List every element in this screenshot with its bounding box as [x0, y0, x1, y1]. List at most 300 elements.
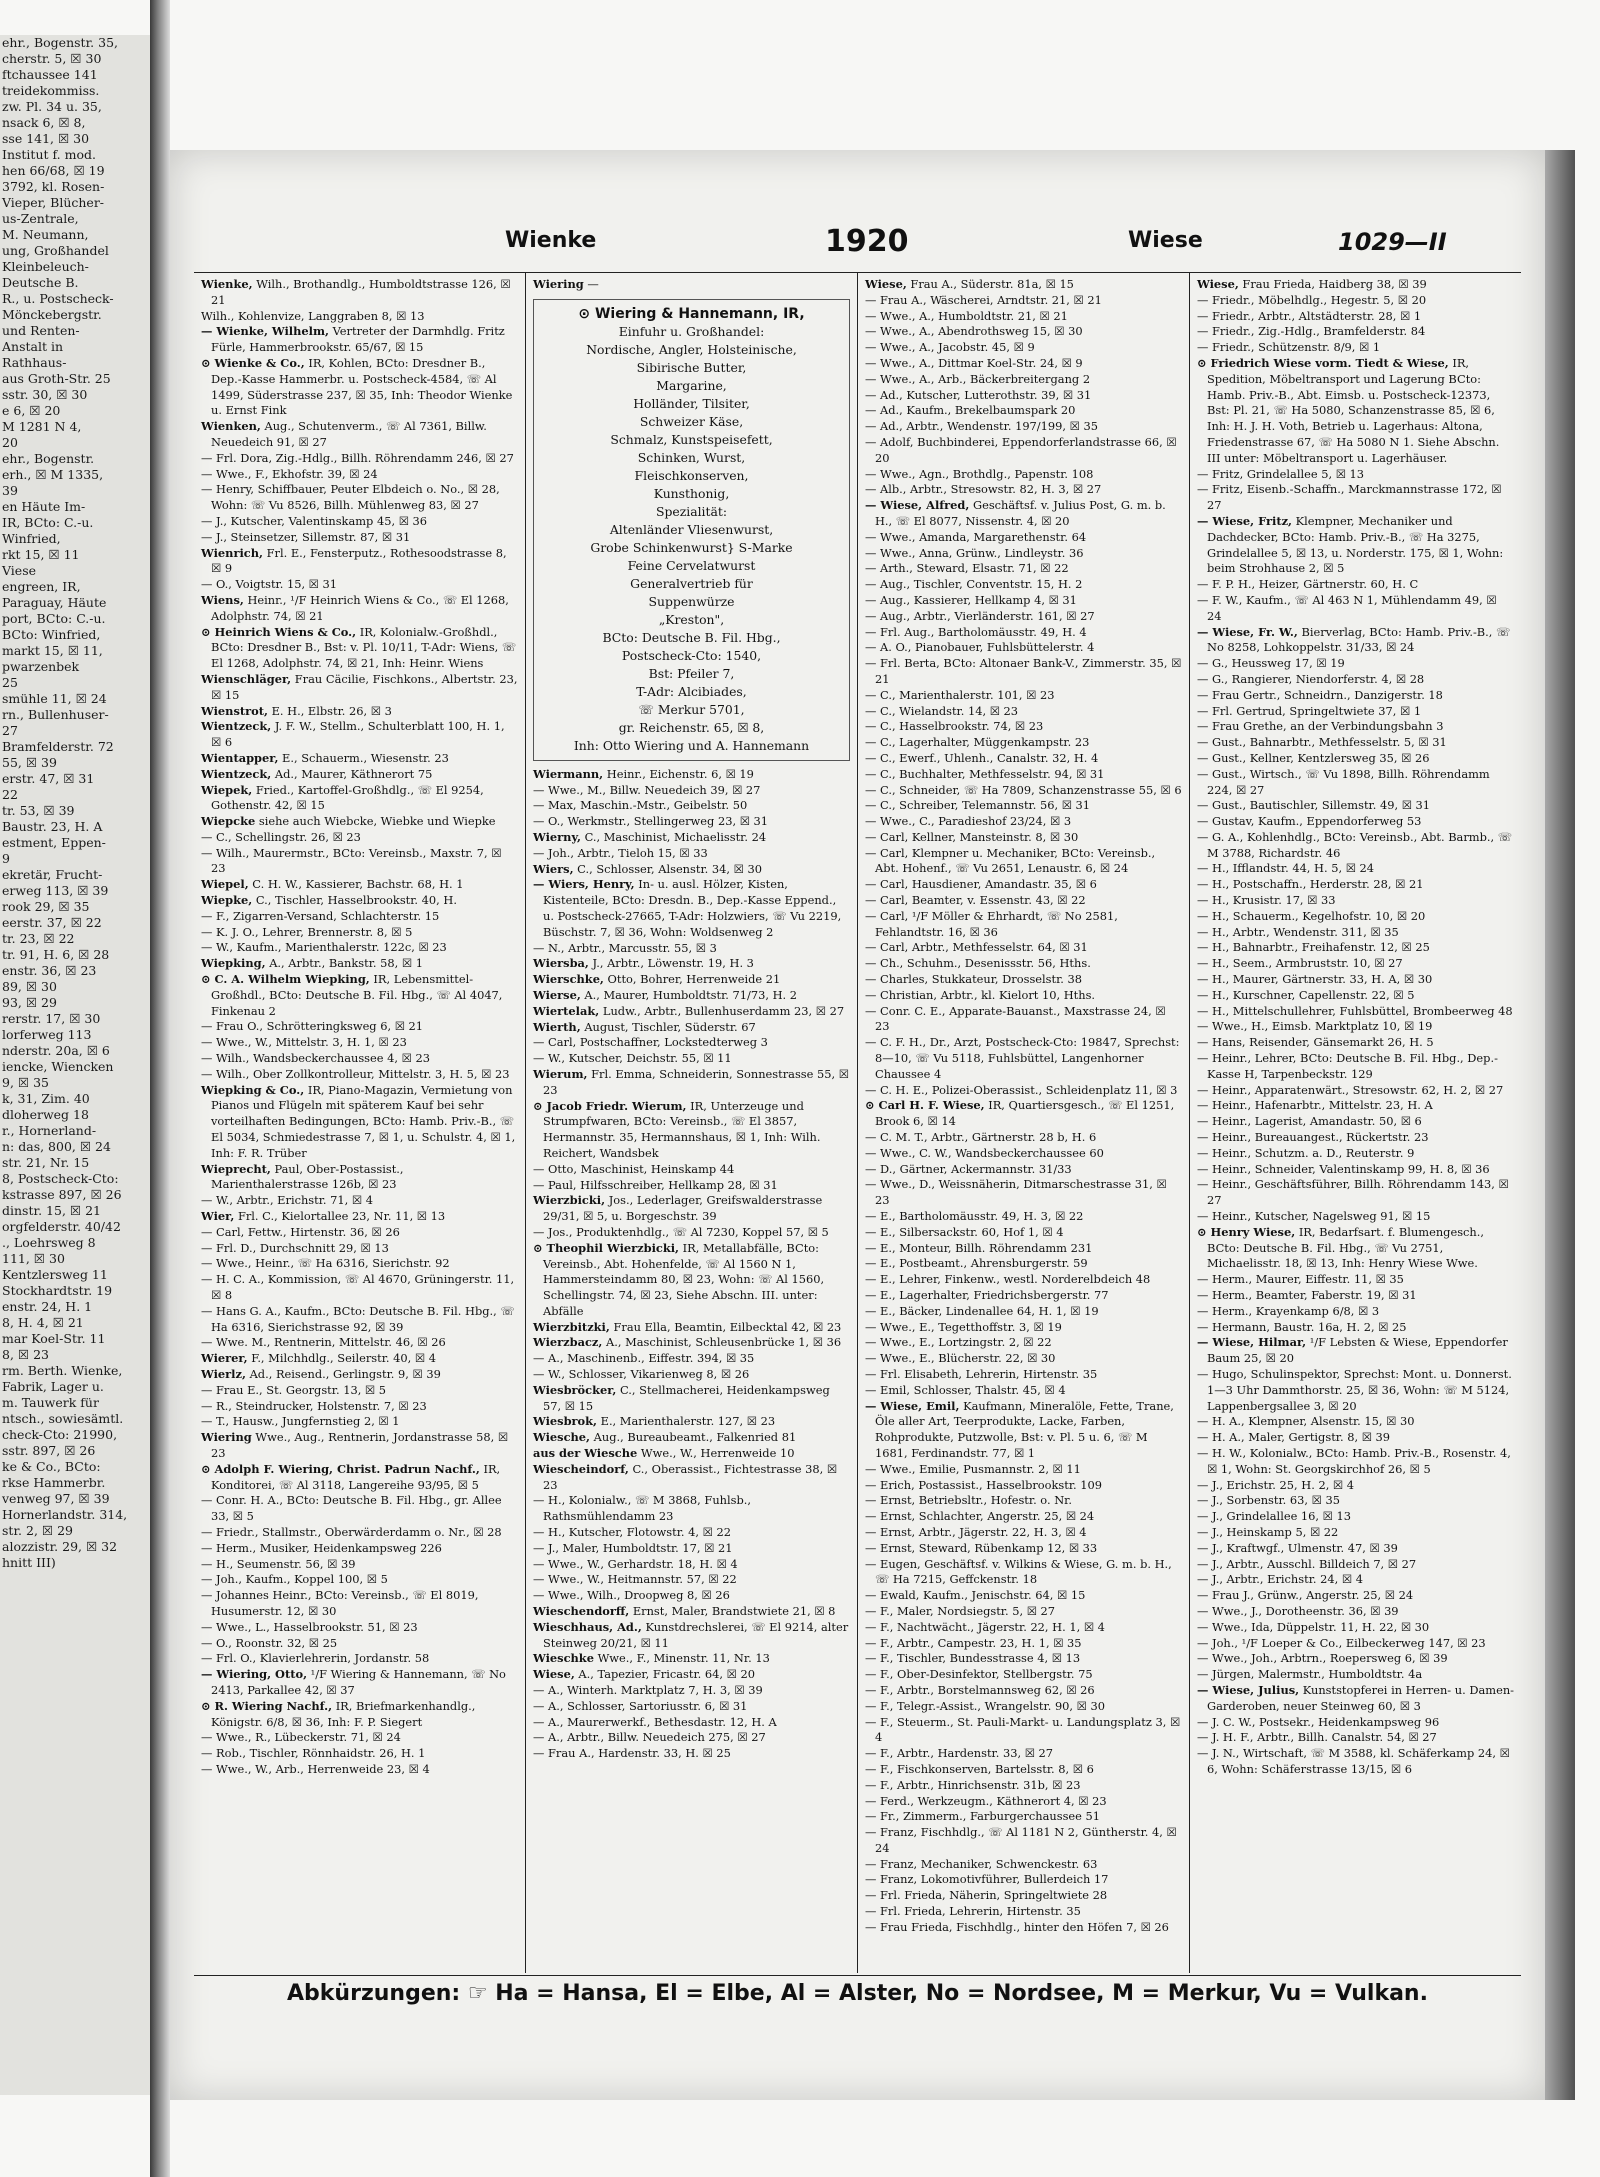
directory-entry — [1197, 482, 1514, 514]
directory-entry — [1197, 1272, 1514, 1288]
directory-entry — [865, 1825, 1182, 1857]
header-left-headword: Wienke — [505, 228, 597, 253]
entry-details: IR, Quartiersgesch., ☏ El 1251, Brook 6, ☒ 14 — [875, 1098, 1175, 1129]
directory-entry — [201, 877, 518, 893]
directory-entry — [201, 1746, 518, 1762]
entry-details: — Carl, Kellner, Mansteinstr. 8, ☒ 30 — [865, 829, 1079, 844]
directory-entry — [201, 1272, 518, 1304]
directory-entry — [201, 1557, 518, 1573]
entry-details: IR, Kolonialw.-Großhdl., BCto: Dresdner B., Bst: v. Pl. 10/11, T-Adr: Wiens, ☏ El 1268, Adolphstr. 74, ☒ 21, Inh: Heinr. Wiens — [211, 624, 517, 671]
entry-details: — Heinr., Lehrer, BCto: Deutsche B. Fil. Hbg., Dep.-Kasse H, Tarpenbeckstr. 129 — [1197, 1051, 1498, 1081]
directory-entry — [533, 1320, 850, 1336]
entry-name: Wierschke, — [533, 972, 604, 987]
directory-entry — [533, 1746, 850, 1762]
directory-entry — [533, 814, 850, 830]
page-edge-shadow — [1545, 150, 1575, 2100]
entry-details: — F., Arbtr., Borstelmannsweg 62, ☒ 26 — [865, 1682, 1095, 1697]
entry-name: Wiers, — [533, 861, 574, 876]
entry-name: Wierlz, — [201, 1366, 246, 1381]
directory-entry — [201, 1493, 518, 1525]
entry-details: Kunstdrechslerei, ☏ El 9214, alter Steinweg 20/21, ☒ 11 — [543, 1619, 849, 1650]
directory-entry — [865, 1809, 1182, 1825]
directory-entry — [865, 767, 1182, 783]
entry-name: Wiepking & Co., — [201, 1082, 305, 1097]
entry-details: — W., Kutscher, Deichstr. 55, ☒ 11 — [533, 1051, 732, 1066]
entry-details: — Ernst, Schlachter, Angerstr. 25, ☒ 24 — [865, 1509, 1095, 1524]
entry-details: E., Marienthalerstr. 127, ☒ 23 — [600, 1414, 776, 1429]
entry-name: Wiese, — [865, 277, 907, 291]
left-page-line: lorferweg 113 — [2, 1027, 92, 1042]
entry-details: — E., Bartholomäusstr. 49, H. 3, ☒ 22 — [865, 1209, 1084, 1224]
entry-details: — H. A., Maler, Gertigstr. 8, ☒ 39 — [1197, 1430, 1391, 1445]
directory-entry — [1197, 1177, 1514, 1209]
advertisement-line: Grobe Schinkenwurst} S-Marke — [590, 539, 793, 555]
directory-entry — [533, 1493, 850, 1525]
entry-details: — H., Seem., Armbruststr. 10, ☒ 27 — [1197, 956, 1403, 971]
entry-details: C., Maschinist, Michaelisstr. 24 — [584, 829, 767, 844]
entry-name: Wiering — [533, 277, 584, 291]
entry-details: — Wwe., H., Eimsb. Marktplatz 10, ☒ 19 — [1197, 1019, 1433, 1034]
directory-entry — [533, 1067, 850, 1099]
directory-entry — [201, 419, 518, 451]
directory-entry — [1197, 1604, 1514, 1620]
entry-details: — Wwe., R., Lübeckerstr. 71, ☒ 24 — [201, 1730, 401, 1745]
directory-entry — [533, 1525, 850, 1541]
entry-details: — H., Krusistr. 17, ☒ 33 — [1197, 893, 1336, 908]
left-page-line: engreen, IR, — [2, 579, 81, 594]
entry-name: Wierzbacz, — [533, 1335, 603, 1350]
entry-details: — H., Seumenstr. 56, ☒ 39 — [201, 1556, 356, 1571]
left-page-line: rkse Hammerbr. — [2, 1475, 106, 1490]
column-4 — [1190, 273, 1521, 1973]
directory-entry — [1197, 324, 1514, 340]
left-page-line: 25 — [2, 675, 18, 690]
directory-entry — [201, 1351, 518, 1367]
directory-entry — [201, 1414, 518, 1430]
advertisement-line: Altenländer Vliesenwurst, — [609, 521, 774, 537]
left-page-line: Deutsche B. — [2, 275, 79, 290]
directory-entry — [201, 830, 518, 846]
directory-entry — [865, 1651, 1182, 1667]
entry-details: — Carl, Klempner u. Mechaniker, BCto: Vereinsb., Abt. Hohenf., ☏ Vu 2651, Lenaustr. 6, ☒ 24 — [865, 845, 1156, 876]
directory-entry — [865, 1857, 1182, 1873]
directory-page — [170, 150, 1545, 2100]
left-page-line: 8, ☒ 23 — [2, 1347, 49, 1362]
left-page-line: ung, Großhandel — [2, 243, 109, 258]
directory-entry — [201, 672, 518, 704]
directory-entry — [865, 1920, 1182, 1936]
entry-details: — R., Steindrucker, Holstenstr. 7, ☒ 23 — [201, 1398, 427, 1413]
entry-name: — Wiers, Henry, — [533, 877, 635, 892]
directory-entry — [533, 1383, 850, 1415]
entry-details: — H., Postschaffn., Herderstr. 28, ☒ 21 — [1197, 877, 1424, 892]
directory-entry — [865, 530, 1182, 546]
left-page-line: sse 141, ☒ 30 — [2, 131, 90, 146]
directory-entry — [1197, 1509, 1514, 1525]
directory-entry — [201, 277, 518, 309]
entry-details: — Wwe., A., Dittmar Koel-Str. 24, ☒ 9 — [865, 355, 1083, 370]
advertisement-line: Einfuhr u. Großhandel: — [618, 323, 765, 339]
directory-entry — [533, 1683, 850, 1699]
directory-entry — [865, 1288, 1182, 1304]
entry-details: — H., Kurschner, Capellenstr. 22, ☒ 5 — [1197, 987, 1415, 1002]
entry-details: — Ernst, Arbtr., Jägerstr. 22, H. 3, ☒ 4 — [865, 1524, 1087, 1539]
left-page-line: Hornerlandstr. 314, — [2, 1507, 128, 1522]
entry-details: — Frau Gertr., Schneidrn., Danzigerstr. 18 — [1197, 687, 1443, 702]
directory-entry — [865, 356, 1182, 372]
entry-name: Wienke, — [201, 277, 253, 291]
entry-details: — H. C. A., Kommission, ☏ Al 4670, Grüningerstr. 11, ☒ 8 — [201, 1272, 515, 1302]
entry-details: — E., Monteur, Billh. Röhrendamm 231 — [865, 1240, 1093, 1255]
entry-details: Frau Ella, Beamtin, Eilbecktal 42, ☒ 23 — [613, 1319, 842, 1334]
entry-details: A., Maurer, Humboldtstr. 71/73, H. 2 — [584, 987, 797, 1002]
entry-name: ⊙ Wienke & Co., — [201, 355, 305, 370]
entry-details: — C. F. H., Dr., Arzt, Postscheck-Cto: 19847, Sprechst: 8—10, ☏ Vu 5118, Fuhlsbüttel, Langenhorner Chaussee 4 — [865, 1035, 1180, 1081]
directory-entry — [865, 1399, 1182, 1462]
left-page-line: zw. Pl. 34 u. 35, — [2, 99, 102, 114]
entry-name: ⊙ Theophil Wierzbicki, — [533, 1240, 680, 1255]
directory-entry — [1197, 909, 1514, 925]
directory-entry — [201, 846, 518, 878]
entry-details: — Alb., Arbtr., Stresowstr. 82, H. 3, ☒ 27 — [865, 482, 1102, 497]
left-page-line: 3792, kl. Rosen- — [2, 179, 105, 194]
entry-details: — Wwe., A., Abendrothsweg 15, ☒ 30 — [865, 324, 1083, 339]
entry-details: — E., Postbeamt., Ahrensburgerstr. 59 — [865, 1256, 1088, 1271]
entry-details: — Friedr., Zig.-Hdlg., Bramfelderstr. 84 — [1197, 324, 1426, 339]
entry-details: — H., Kolonialw., ☏ M 3868, Fuhlsb., Rathsmühlendamm 23 — [533, 1493, 752, 1524]
directory-entry — [865, 388, 1182, 404]
left-page-line: orgfelderstr. 40/42 — [2, 1219, 121, 1234]
entry-details: — Ferd., Werkzeugm., Käthnerort 4, ☒ 23 — [865, 1793, 1107, 1808]
directory-entry — [1197, 704, 1514, 720]
directory-entry — [533, 1651, 850, 1667]
directory-entry — [533, 1241, 850, 1320]
entry-name: Wiese, — [1197, 277, 1239, 291]
entry-details: — F., Arbtr., Hardenstr. 33, ☒ 27 — [865, 1746, 1054, 1761]
left-page-line: 9, ☒ 35 — [2, 1075, 49, 1090]
entry-details: IR, Metallabfälle, BCto: Vereinsb., Abt. Hohenfelde, ☏ Al 1560 N 1, Hammersteindamm 80, ☒ 23, Wohn: ☏ Al 1560, Schellingstr. 74, ☒ 23, Siehe Abschn. III. unter: Abfälle — [543, 1240, 825, 1318]
entry-details: Ludw., Arbtr., Bullenhuserdamm 23, ☒ 27 — [602, 1003, 845, 1018]
directory-entry — [865, 1620, 1182, 1636]
entry-details: — D., Gärtner, Ackermannstr. 31/33 — [865, 1161, 1072, 1176]
directory-entry — [1197, 293, 1514, 309]
left-page-line: mar Koel-Str. 11 — [2, 1331, 106, 1346]
entry-details: C. H. W., Kassierer, Bachstr. 68, H. 1 — [252, 877, 464, 892]
left-page-line: 20 — [2, 435, 18, 450]
entry-details: IR, Piano-Magazin, Vermietung von Pianos und Flügeln mit späterem Kauf bei sehr vorteilhaften Bedingungen, BCto: Hamb. Priv.-B., ☏ El 5034, Schmiedestrasse 7, ☒ 1, u. Schulstr. 4, ☒ 1, Inh: F. R. Trüber — [211, 1082, 516, 1160]
entry-details: — Carl, Arbtr., Methfesselstr. 64, ☒ 31 — [865, 940, 1088, 955]
header-right-headword: Wiese — [1128, 228, 1203, 253]
directory-entry — [533, 1099, 850, 1162]
directory-entry — [201, 1256, 518, 1272]
entry-details: — F., Nachtwächt., Jägerstr. 22, H. 1, ☒ 4 — [865, 1619, 1105, 1634]
entry-details: — H. A., Klempner, Alsenstr. 15, ☒ 30 — [1197, 1414, 1415, 1429]
entry-details: — C., Wielandstr. 14, ☒ 23 — [865, 703, 1019, 718]
directory-entry — [201, 309, 518, 325]
advertisement-title: ⊙ Wiering & Hannemann, IR, — [578, 305, 805, 322]
directory-entry — [865, 1478, 1182, 1494]
left-page-line: kstrasse 897, ☒ 26 — [2, 1187, 122, 1202]
directory-entry — [865, 830, 1182, 846]
left-page-line: rm. Berth. Wienke, — [2, 1363, 123, 1378]
directory-entry — [533, 1414, 850, 1430]
directory-entry — [1197, 1620, 1514, 1636]
entry-details: — Ad., Arbtr., Wendenstr. 197/199, ☒ 35 — [865, 419, 1098, 434]
advertisement-line: Holländer, Tilsiter, — [633, 395, 750, 411]
entry-details: — C., Marienthalerstr. 101, ☒ 23 — [865, 687, 1055, 702]
left-page-line: rerstr. 17, ☒ 30 — [2, 1011, 101, 1026]
entry-details: — Ch., Schuhm., Desenissstr. 56, Hths. — [865, 956, 1091, 971]
entry-details: — Heinr., Schutzm. a. D., Reuterstr. 9 — [1197, 1145, 1415, 1160]
advertisement-line: ☏ Merkur 5701, — [638, 701, 745, 717]
directory-entry — [201, 1462, 518, 1494]
entry-details: — C., Buchhalter, Methfesselstr. 94, ☒ 31 — [865, 766, 1105, 781]
directory-entry — [865, 1604, 1182, 1620]
entry-details: — H., Ifflandstr. 44, H. 5, ☒ 24 — [1197, 861, 1375, 876]
entry-details: — Frl. Berta, BCto: Altonaer Bank-V., Zimmerstr. 35, ☒ 21 — [865, 656, 1182, 686]
left-page-line: 22 — [2, 787, 18, 802]
entry-details: — Frl. Frieda, Lehrerin, Hirtenstr. 35 — [865, 1904, 1081, 1919]
entry-details: Wwe., Aug., Rentnerin, Jordanstrasse 58, ☒ 23 — [211, 1430, 509, 1460]
advertisement-line: gr. Reichenstr. 65, ☒ 8, — [618, 719, 765, 735]
entry-details: — C., Schneider, ☏ Ha 7809, Schanzenstrasse 55, ☒ 6 — [865, 782, 1182, 797]
entry-name: — Wienke, Wilhelm, — [201, 324, 329, 339]
advertisement-line: Schmalz, Kunstspeisefett, — [610, 431, 773, 447]
left-page-line: str. 21, Nr. 15 — [2, 1155, 90, 1170]
directory-entry — [201, 1399, 518, 1415]
entry-details: — J., Grindelallee 16, ☒ 13 — [1197, 1509, 1351, 1524]
left-page-line: M. Neumann, — [2, 227, 89, 242]
entry-details: — Ernst, Steward, Rübenkamp 12, ☒ 33 — [865, 1540, 1098, 1555]
directory-entry — [865, 1888, 1182, 1904]
directory-entry — [201, 514, 518, 530]
entry-details: C., Stellmacherei, Heidenkampsweg 57, ☒ 15 — [543, 1382, 830, 1413]
entry-details: — Max, Maschin.-Mstr., Geibelstr. 50 — [533, 798, 748, 813]
entry-details: — Adolf, Buchbinderei, Eppendorferlandstrasse 66, ☒ 20 — [865, 434, 1177, 465]
left-page-line: 89, ☒ 30 — [2, 979, 57, 994]
directory-entry — [201, 546, 518, 578]
directory-entry — [865, 688, 1182, 704]
directory-entry — [865, 1146, 1182, 1162]
entry-details: — Wwe., W., Heitmannstr. 57, ☒ 22 — [533, 1572, 737, 1587]
directory-entry — [865, 814, 1182, 830]
directory-entry — [1197, 656, 1514, 672]
left-page-line: ehr., Bogenstr. — [2, 451, 95, 466]
directory-entry — [533, 1335, 850, 1351]
entry-details: — Frau Grethe, an der Verbindungsbahn 3 — [1197, 719, 1444, 734]
directory-entry — [865, 435, 1182, 467]
entry-name: ⊙ C. A. Wilhelm Wiepking, — [201, 972, 370, 987]
advertisement-box — [533, 299, 850, 761]
entry-name: ⊙ Adolph F. Wiering, Christ. Padrun Nachf., — [201, 1461, 480, 1476]
left-page-line: Mönckebergstr. — [2, 307, 102, 322]
directory-entry — [201, 1730, 518, 1746]
entry-details: — Wwe., D., Weissnäherin, Ditmarschestrasse 31, ☒ 23 — [865, 1177, 1167, 1208]
directory-entry — [1197, 1130, 1514, 1146]
entry-details: — Fr., Zimmerm., Farburgerchaussee 51 — [865, 1809, 1101, 1824]
entry-details: — Wwe., Ida, Düppelstr. 11, H. 22, ☒ 30 — [1197, 1619, 1430, 1634]
entry-name: — Wiese, Fr. W., — [1197, 624, 1298, 639]
entry-details: Kaufmann, Mineralöle, Fette, Trane, Öle aller Art, Teerprodukte, Lacke, Farben, Rohprodukte, Putzwolle, Bst: v. Pl. 5 u. 6, ☏ M 1681, Ferdinandstr. 77, ☒ 1 — [875, 1398, 1174, 1460]
entry-name: ⊙ Henry Wiese, — [1197, 1224, 1296, 1239]
left-page-line: eerstr. 37, ☒ 22 — [2, 915, 102, 930]
entry-details: — Frau O., Schrötteringksweg 6, ☒ 21 — [201, 1019, 424, 1034]
entry-details: — Frl. Elisabeth, Lehrerin, Hirtenstr. 35 — [865, 1366, 1098, 1381]
directory-entry — [201, 1051, 518, 1067]
entry-details: — Hugo, Schulinspektor, Sprechst: Mont. u. Donnerst. 1—3 Uhr Dammthorstr. 25, ☒ 36, Wohn: ☏ M 5124, Lappenbergsallee 3, ☒ 20 — [1197, 1366, 1512, 1413]
left-page-line: Viese — [2, 563, 37, 578]
directory-entry — [865, 1225, 1182, 1241]
directory-entry — [865, 877, 1182, 893]
directory-entry — [1197, 719, 1514, 735]
left-page-line: check-Cto: 21990, — [2, 1427, 118, 1442]
directory-entry — [865, 735, 1182, 751]
entry-details: — Charles, Stukkateur, Drosselstr. 38 — [865, 972, 1083, 987]
entry-details: — J., Arbtr., Ausschl. Billdeich 7, ☒ 27 — [1197, 1556, 1417, 1571]
entry-name: Wierzbicki, — [533, 1193, 606, 1208]
entry-name: Wieschhaus, Ad., — [533, 1619, 642, 1634]
entry-details: — H., Mittelschullehrer, Fuhlsbüttel, Brombeerweg 48 — [1197, 1003, 1513, 1018]
directory-entry — [865, 419, 1182, 435]
entry-details: — O., Werkmstr., Stellingerweg 23, ☒ 31 — [533, 814, 769, 829]
directory-entry — [865, 277, 1182, 293]
entry-details: — A., Winterh. Marktplatz 7, H. 3, ☒ 39 — [533, 1683, 763, 1698]
entry-details: Wilh., Kohlenvize, Langgraben 8, ☒ 13 — [201, 308, 425, 323]
left-page-line: nsack 6, ☒ 8, — [2, 115, 86, 130]
directory-entry — [865, 656, 1182, 688]
abbreviations-text: Abkürzungen: ☞ Ha = Hansa, El = Elbe, Al = Alster, No = Nordsee, M = Merkur, Vu = Vulkan. — [287, 1981, 1428, 2006]
entry-details: J., Arbtr., Löwenstr. 19, H. 3 — [592, 956, 754, 971]
left-page-line: Anstalt in — [2, 339, 64, 354]
entry-details: ¹/F Wiering & Hannemann, ☏ No 2413, Parkallee 42, ☒ 37 — [211, 1667, 506, 1697]
directory-entry — [1197, 1414, 1514, 1430]
directory-entry — [865, 1493, 1182, 1509]
directory-entry — [1197, 1225, 1514, 1272]
directory-entry — [201, 767, 518, 783]
entry-name: Wiepke, — [201, 893, 253, 908]
entry-details: — Otto, Maschinist, Heinskamp 44 — [533, 1161, 735, 1176]
directory-entry — [1197, 956, 1514, 972]
directory-entry — [1197, 1335, 1514, 1367]
directory-entry — [865, 1715, 1182, 1747]
advertisement-line: Kunsthonig, — [653, 485, 730, 501]
left-page-line: sstr. 30, ☒ 30 — [2, 387, 88, 402]
directory-entry — [201, 530, 518, 546]
left-page-line: e 6, ☒ 20 — [2, 403, 61, 418]
entry-details: — Wwe., Heinr., ☏ Ha 6316, Sierichstr. 92 — [201, 1256, 450, 1271]
directory-entry — [201, 1525, 518, 1541]
directory-entry — [865, 340, 1182, 356]
directory-entry — [1197, 1715, 1514, 1731]
entry-details: — Fritz, Grindelallee 5, ☒ 13 — [1197, 466, 1365, 481]
directory-entry — [1197, 1320, 1514, 1336]
entry-details: A., Maschinist, Schleusenbrücke 1, ☒ 36 — [605, 1335, 842, 1350]
directory-entry — [201, 577, 518, 593]
directory-entry — [201, 625, 518, 672]
entry-details: — C., Ewerf., Uhlenh., Canalstr. 32, H. 4 — [865, 750, 1099, 765]
advertisement-line: Nordische, Angler, Holsteinische, — [586, 341, 797, 357]
entry-details: — F., Steuerm., St. Pauli-Markt- u. Landungsplatz 3, ☒ 4 — [865, 1714, 1181, 1745]
directory-entry — [533, 877, 850, 940]
directory-entry — [201, 814, 518, 830]
directory-entry — [533, 798, 850, 814]
directory-entry — [1197, 593, 1514, 625]
directory-entry — [1197, 751, 1514, 767]
advertisement-line: Generalvertrieb für — [630, 575, 753, 591]
entry-details: — Wwe., A., Arb., Bäckerbreitergang 2 — [865, 371, 1091, 386]
directory-entry — [1197, 1146, 1514, 1162]
left-page-line: cherstr. 5, ☒ 30 — [2, 51, 102, 66]
entry-details: — E., Bäcker, Lindenallee 64, H. 1, ☒ 19 — [865, 1303, 1099, 1318]
entry-name: Wierer, — [201, 1351, 248, 1366]
directory-entry — [1197, 877, 1514, 893]
entry-name: Wiepcke — [201, 814, 256, 829]
entry-details: Frl. Emma, Schneiderin, Sonnestrasse 55, ☒ 23 — [543, 1066, 849, 1097]
left-page-line: Vieper, Blücher- — [2, 195, 105, 210]
entry-details: In- u. ausl. Hölzer, Kisten, Kistenteile, BCto: Dresdn. B., Dep.-Kasse Eppend., u. Postscheck-27665, T-Adr: Holzwiers, ☏ Vu 2219, Büschstr. 7, ☒ 36, Wohn: Woldsenweg 2 — [543, 877, 842, 939]
entry-details: August, Tischler, Süderstr. 67 — [584, 1019, 756, 1034]
entry-details: — E., Lagerhalter, Friedrichsbergerstr. 77 — [865, 1288, 1109, 1302]
directory-entry — [533, 1462, 850, 1494]
entry-details: — Wwe., Agn., Brothdlg., Papenstr. 108 — [865, 466, 1094, 481]
directory-entry — [533, 1162, 850, 1178]
entry-details: — Wwe., Anna, Grünw., Lindleystr. 36 — [865, 545, 1084, 560]
entry-name: Wier, — [201, 1209, 235, 1224]
entry-details: — G., Heussweg 17, ☒ 19 — [1197, 656, 1345, 671]
entry-details: — J. C. W., Postsekr., Heidenkampsweg 96 — [1197, 1714, 1440, 1729]
directory-entry — [865, 324, 1182, 340]
directory-entry — [865, 1083, 1182, 1099]
entry-details: — Wwe., J., Dorotheenstr. 36, ☒ 39 — [1197, 1603, 1399, 1618]
entry-details: — Carl, Postschaffner, Lockstedterweg 3 — [533, 1035, 768, 1050]
directory-entry — [533, 1051, 850, 1067]
entry-details: — C. M. T., Arbtr., Gärtnerstr. 28 b, H. 6 — [865, 1130, 1097, 1145]
entry-details: — T., Hausw., Jungfernstieg 2, ☒ 1 — [201, 1414, 400, 1429]
directory-entry — [201, 704, 518, 720]
entry-details: — C., Schellingstr. 26, ☒ 23 — [201, 829, 361, 844]
directory-entry — [865, 1004, 1182, 1036]
directory-entry — [201, 1209, 518, 1225]
directory-entry — [533, 1020, 850, 1036]
entry-details: — G. A., Kohlenhdlg., BCto: Vereinsb., Abt. Barmb., ☏ M 3788, Richardstr. 46 — [1197, 829, 1512, 860]
entry-details: Ad., Reisend., Gerlingstr. 9, ☒ 39 — [249, 1366, 441, 1381]
directory-entry — [865, 1667, 1182, 1683]
entry-details: — Jos., Produktenhdlg., ☏ Al 7230, Koppel 57, ☒ 5 — [533, 1224, 829, 1239]
entry-details: — Frau E., St. Georgstr. 13, ☒ 5 — [201, 1382, 387, 1397]
entry-details: IR, Bedarfsart. f. Blumengesch., BCto: Deutsche B. Fil. Hbg., ☏ Vu 2751, Michaelisstr. 18, ☒ 13, Inh: Henry Wiese Wwe. — [1207, 1224, 1484, 1271]
directory-entry — [865, 1904, 1182, 1920]
entry-details: — Frl. Dora, Zig.-Hdlg., Billh. Röhrendamm 246, ☒ 27 — [201, 450, 514, 465]
left-page-line: 93, ☒ 29 — [2, 995, 57, 1010]
entry-details: — E., Lehrer, Finkenw., westl. Norderelbdeich 48 — [865, 1272, 1151, 1287]
left-page-line: alozzistr. 29, ☒ 32 — [2, 1539, 118, 1554]
left-page-line: aus Groth-Str. 25 — [2, 371, 111, 386]
left-page-line: rook 29, ☒ 35 — [2, 899, 90, 914]
entry-details: — C., Hasselbrookstr. 74, ☒ 23 — [865, 719, 1044, 734]
left-page-line: enstr. 36, ☒ 23 — [2, 963, 97, 978]
left-page-line: iencke, Wiencken — [2, 1059, 114, 1074]
left-page-line: sstr. 897, ☒ 26 — [2, 1443, 96, 1458]
entry-details: Frau A., Süderstr. 81a, ☒ 15 — [910, 277, 1074, 291]
entry-details: — A., Maurerwerkf., Bethesdastr. 12, H. A — [533, 1714, 777, 1729]
entry-details: — Aug., Arbtr., Vierländerstr. 161, ☒ 27 — [865, 608, 1095, 623]
entry-details: — Wwe., Joh., Arbtrn., Roepersweg 6, ☒ 39 — [1197, 1651, 1448, 1666]
left-page-line: ekretär, Frucht- — [2, 867, 103, 882]
directory-entry — [1197, 340, 1514, 356]
entry-details: — J., Arbtr., Erichstr. 24, ☒ 4 — [1197, 1572, 1363, 1587]
entry-details: — Carl, Beamter, v. Essenstr. 43, ☒ 22 — [865, 893, 1086, 908]
directory-entry — [1197, 1051, 1514, 1083]
